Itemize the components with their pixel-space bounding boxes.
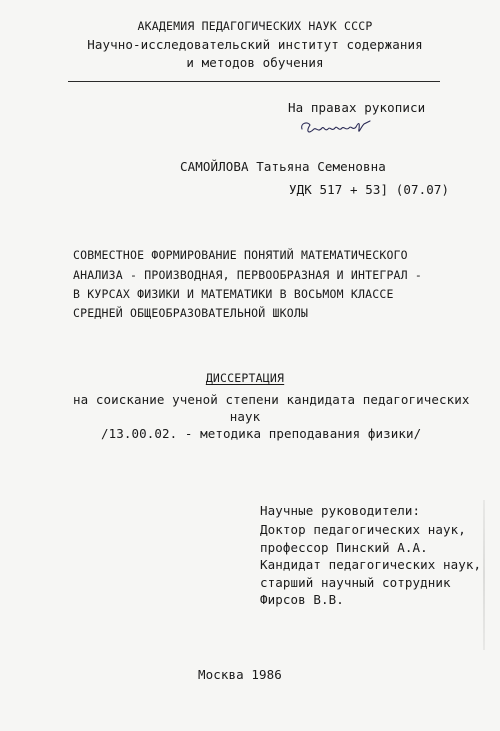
institute-line-2: и методов обучения (186, 55, 324, 70)
title-line-3: В КУРСАХ ФИЗИКИ И МАТЕМАТИКИ В ВОСЬМОМ КЛАССЕ (73, 287, 394, 301)
advisor-2-degree: Кандидат педагогических наук, (260, 557, 482, 572)
author-name: САМОЙЛОВА Татьяна Семеновна (180, 159, 386, 174)
dissertation-degree-line-2: наук (229, 409, 261, 424)
institute-line-1: Научно-исследовательский институт содержания (87, 37, 423, 52)
udc-code: УДК 517 + 53] (07.07) (289, 182, 450, 197)
advisor-1-name: профессор Пинский А.А. (260, 540, 428, 555)
specialty-line: /13.00.02. - методика преподавания физики/ (101, 426, 422, 441)
handwritten-signature (298, 117, 376, 139)
dissertation-heading: ДИССЕРТАЦИЯ (205, 371, 285, 385)
manuscript-rights-label: На правах рукописи (288, 100, 426, 115)
title-line-2: АНАЛИЗА - ПРОИЗВОДНАЯ, ПЕРВООБРАЗНАЯ И ИНТЕГРАЛ - (73, 268, 423, 282)
scan-edge-shadow (483, 500, 485, 650)
place-and-year: Москва 1986 (198, 667, 282, 682)
title-line-1: СОВМЕСТНОЕ ФОРМИРОВАНИЕ ПОНЯТИЙ МАТЕМАТИЧЕСКОГО (73, 248, 408, 262)
title-line-4: СРЕДНЕЙ ОБЩЕОБРАЗОВАТЕЛЬНОЙ ШКОЛЫ (73, 306, 309, 320)
header-divider (68, 81, 440, 82)
advisor-2-position: старший научный сотрудник (260, 575, 451, 590)
advisors-heading: Научные руководители: (260, 503, 421, 518)
advisor-2-name: Фирсов В.В. (260, 592, 344, 607)
advisor-1-degree: Доктор педагогических наук, (260, 522, 466, 537)
dissertation-degree-line: на соискание ученой степени кандидата педагогических (73, 392, 470, 407)
academy-name: АКАДЕМИЯ ПЕДАГОГИЧЕСКИХ НАУК СССР (137, 19, 373, 33)
